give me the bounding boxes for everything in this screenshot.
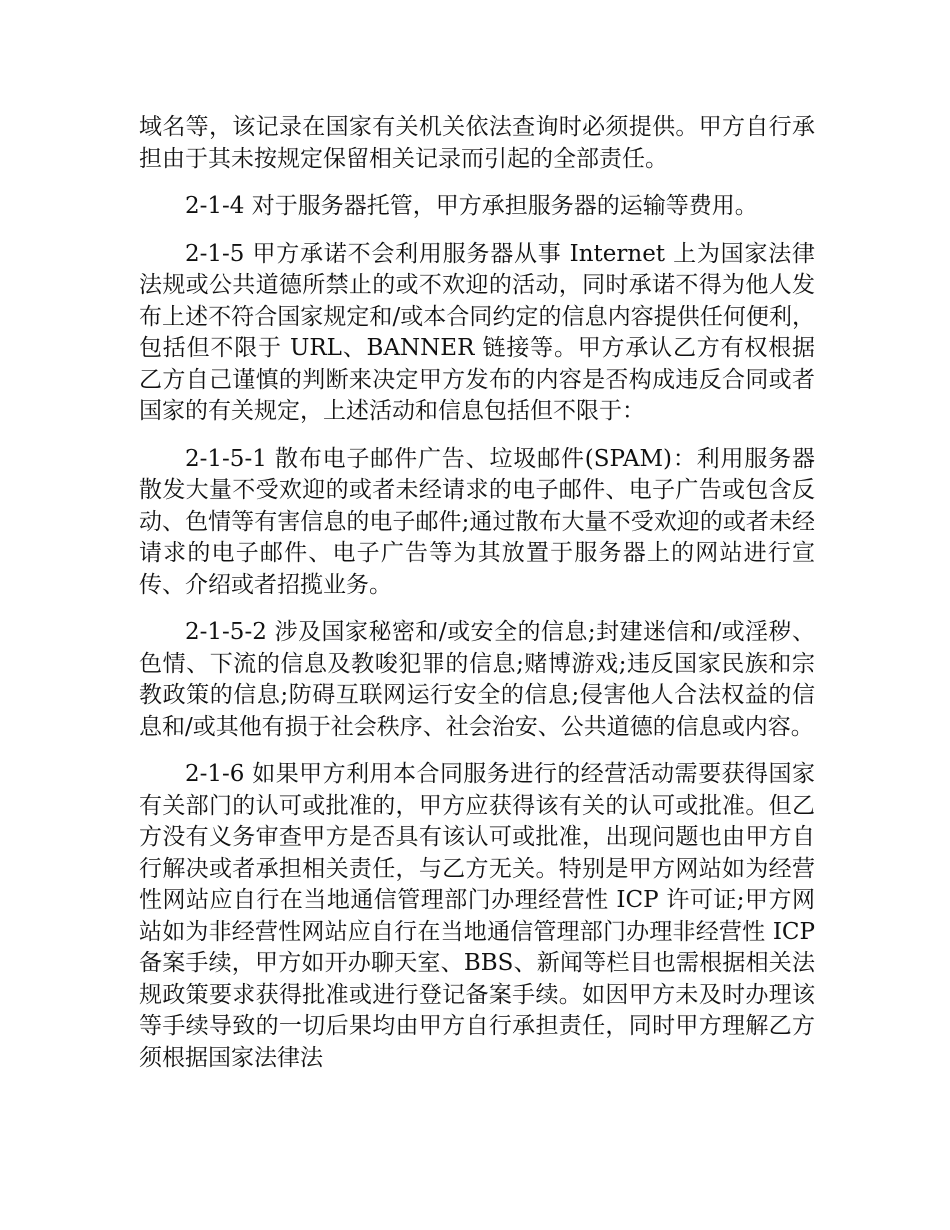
paragraph-2-1-5-2: 2-1-5-2 涉及国家秘密和/或安全的信息;封建迷信和/或淫秽、色情、下流的信息及教唆犯罪的信息;赌博游戏;违反国家民族和宗教政策的信息;防碍互联网运行安全的信息;侵害他人合法权益的信息和/或其他有损于社会秩序、社会治安、公共道德的信息或内容。 bbox=[139, 619, 815, 740]
paragraph-2-1-5: 2-1-5 甲方承诺不会利用服务器从事 Internet 上为国家法律法规或公共道德所禁止的或不欢迎的活动，同时承诺不得为他人发布上述不符合国家规定和/或本合同约定的信息内容提供任何便利，包括但不限于 URL、BANNER 链接等。甲方承认乙方有权根据乙方自己谨慎的判断来决定甲方发布的内容是否构成违反合同或者国家的有关规定，上述活动和信息包括但不限于： bbox=[139, 240, 815, 424]
paragraph-2-1-5-1: 2-1-5-1 散布电子邮件广告、垃圾邮件(SPAM)：利用服务器散发大量不受欢迎的或者未经请求的电子邮件、电子广告或包含反动、色情等有害信息的电子邮件;通过散布大量不受欢迎的或者未经请求的电子邮件、电子广告等为其放置于服务器上的网站进行宣传、介绍或者招揽业务。 bbox=[139, 445, 815, 598]
paragraph-continued: 域名等，该记录在国家有关机关依法查询时必须提供。甲方自行承担由于其未按规定保留相关记录而引起的全部责任。 bbox=[139, 114, 815, 172]
paragraph-2-1-4: 2-1-4 对于服务器托管，甲方承担服务器的运输等费用。 bbox=[185, 193, 758, 219]
document-body bbox=[139, 112, 815, 1090]
paragraph-2-1-6: 2-1-6 如果甲方利用本合同服务进行的经营活动需要获得国家有关部门的认可或批准的，甲方应获得该有关的认可或批准。但乙方没有义务审查甲方是否具有该认可或批准，出现问题也由甲方自行解决或者承担相关责任，与乙方无关。特别是甲方网站如为经营性网站应自行在当地通信管理部门办理经营性 ICP 许可证;甲方网站如为非经营性网站应自行在当地通信管理部门办理非经营性 ICP 备案手续，甲方如开办聊天室、BBS、新闻等栏目也需根据相关法规政策要求获得批准或进行登记备案手续。如因甲方未及时办理该等手续导致的一切后果均由甲方自行承担责任，同时甲方理解乙方须根据国家法律法 bbox=[139, 761, 815, 1071]
